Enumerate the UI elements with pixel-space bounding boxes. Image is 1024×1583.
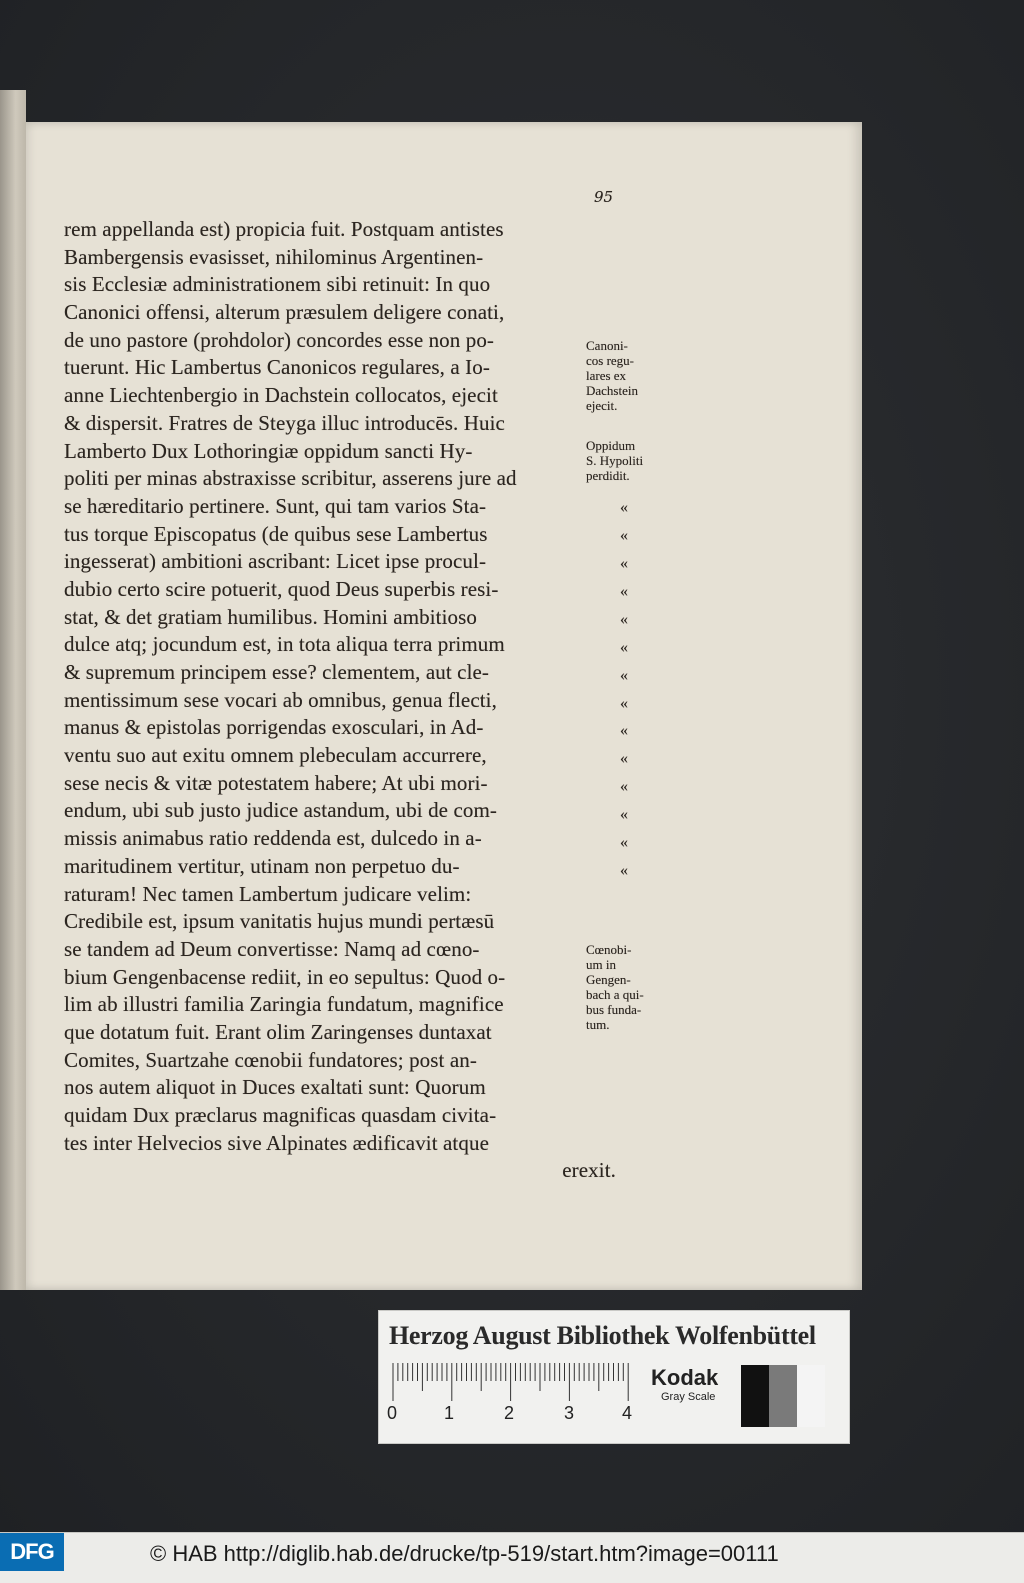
text-line: se hæreditario pertinere. Sunt, qui tam varios Sta-	[64, 493, 487, 518]
library-color-card	[378, 1310, 850, 1444]
text-line: nos autem aliquot in Duces exaltati sunt: Quorum	[64, 1075, 486, 1100]
text-line: de uno pastore (prohdolor) concordes esse non po-	[64, 327, 495, 352]
text-line: politi per minas abstraxisse scribitur, asserens jure ad	[64, 466, 517, 491]
ruler-number: 3	[564, 1403, 575, 1423]
quote-mark: «	[620, 639, 628, 656]
ruler-number: 4	[622, 1403, 633, 1423]
text-line: endum, ubi sub justo judice astandum, ubi de com-	[64, 798, 498, 823]
marginal-note: Canoni- cos regu- lares ex Dachstein ejecit.	[586, 338, 638, 413]
text-line: Canonici offensi, alterum præsulem deligere conati,	[64, 300, 505, 325]
text-line: se tandem ad Deum convertisse: Namq ad cœno-	[64, 936, 480, 961]
ruler-numbers	[387, 1403, 637, 1427]
text-line: ingesserat) ambitioni ascribant: Licet ipse procul-	[64, 549, 487, 574]
text-line: mentissimum sese vocari ab omnibus, genua flecti,	[64, 687, 497, 712]
text-line: missis animabus ratio reddenda est, dulcedo in a-	[64, 826, 482, 851]
text-line: bium Gengenbacense rediit, in eo sepultus: Quod o-	[64, 964, 506, 989]
kodak-logo: Kodak	[651, 1365, 719, 1390]
book-page	[26, 122, 862, 1290]
text-line: tus torque Episcopatus (de quibus sese Lambertus	[64, 521, 488, 546]
text-line: ventu suo aut exitu omnem plebeculam accurrere,	[64, 743, 487, 768]
text-line: Bambergensis evasisset, nihilominus Argentinen-	[64, 244, 484, 269]
text-line: dubio certo scire potuerit, quod Deus superbis resi-	[64, 576, 499, 601]
ruler-scale	[389, 1361, 629, 1405]
text-line: Comites, Suartzahe cœnobii fundatores; post an-	[64, 1047, 477, 1072]
text-line-catchword: erexit.	[562, 1158, 616, 1183]
ruler-number: 0	[387, 1403, 398, 1423]
quote-mark: «	[620, 750, 628, 767]
text-line: manus & epistolas porrigendas exosculari, in Ad-	[64, 715, 484, 740]
text-line: stat, & det gratiam humilibus. Homini ambitioso	[64, 604, 477, 629]
gray-swatches	[741, 1365, 825, 1427]
swatch-gray	[769, 1365, 797, 1427]
dfg-logo: DFG	[0, 1533, 64, 1571]
marginal-note: Cœnobi- um in Gengen- bach a qui- bus funda- tum.	[586, 942, 644, 1032]
grayscale-label: Gray Scale	[661, 1391, 716, 1403]
text-line: maritudinem vertitur, utinam non perpetuo du-	[64, 853, 460, 878]
footer-bar	[0, 1532, 1024, 1583]
text-line: sese necis & vitæ potestatem habere; At ubi mori-	[64, 770, 488, 795]
quote-mark: «	[620, 611, 628, 628]
book-spine-edge	[0, 90, 26, 1290]
text-line: quidam Dux præclarus magnificas quasdam civita-	[64, 1103, 497, 1127]
text-line: dulce atq; jocundum est, in tota aliqua terra primum	[64, 632, 505, 657]
quote-mark: «	[620, 695, 628, 712]
ruler-number: 1	[444, 1403, 455, 1423]
text-line: & supremum principem esse? clementem, aut cle-	[64, 660, 490, 684]
text-line: rem appellanda est) propicia fuit. Postquam antistes	[64, 217, 504, 241]
quote-mark: «	[620, 862, 628, 879]
swatch-white	[797, 1365, 825, 1427]
quote-mark: «	[620, 834, 628, 851]
text-line: sis Ecclesiæ administrationem sibi retinuit: In quo	[64, 272, 491, 297]
text-line: lim ab illustri familia Zaringia fundatum, magnifice	[64, 992, 504, 1017]
text-line: tes inter Helvecios sive Alpinates ædificavit atque	[64, 1130, 489, 1155]
quote-mark: «	[620, 806, 628, 823]
ruler-number: 2	[504, 1403, 515, 1423]
text-line: Credibile est, ipsum vanitatis hujus mundi pertæsū	[64, 909, 495, 934]
marginal-note: Oppidum S. Hypoliti perdidit.	[586, 438, 644, 483]
quote-mark: «	[620, 583, 628, 600]
quote-mark: «	[620, 527, 628, 544]
quote-mark: «	[620, 667, 628, 684]
copyright-link[interactable]: © HAB http://diglib.hab.de/drucke/tp-519/start.htm?image=00111	[150, 1541, 779, 1566]
page-number: 95	[594, 188, 614, 206]
swatch-black	[741, 1365, 769, 1427]
library-name: Herzog August Bibliothek Wolfenbüttel	[389, 1321, 816, 1350]
quote-mark: «	[620, 555, 628, 572]
text-line: que dotatum fuit. Erant olim Zaringenses duntaxat	[64, 1019, 492, 1044]
quote-mark: «	[620, 722, 628, 739]
text-line: & dispersit. Fratres de Steyga illuc introducēs. Huic	[64, 410, 505, 435]
text-line: tuerunt. Hic Lambertus Canonicos regulares, a Io-	[64, 355, 490, 380]
quote-mark: «	[620, 499, 628, 516]
quote-mark: «	[620, 778, 628, 795]
body-text	[64, 216, 624, 1185]
text-line: anne Liechtenbergio in Dachstein collocatos, ejecit	[64, 383, 498, 408]
text-line: Lamberto Dux Lothoringiæ oppidum sancti Hy-	[64, 438, 473, 463]
text-line: raturam! Nec tamen Lambertum judicare velim:	[64, 881, 472, 906]
